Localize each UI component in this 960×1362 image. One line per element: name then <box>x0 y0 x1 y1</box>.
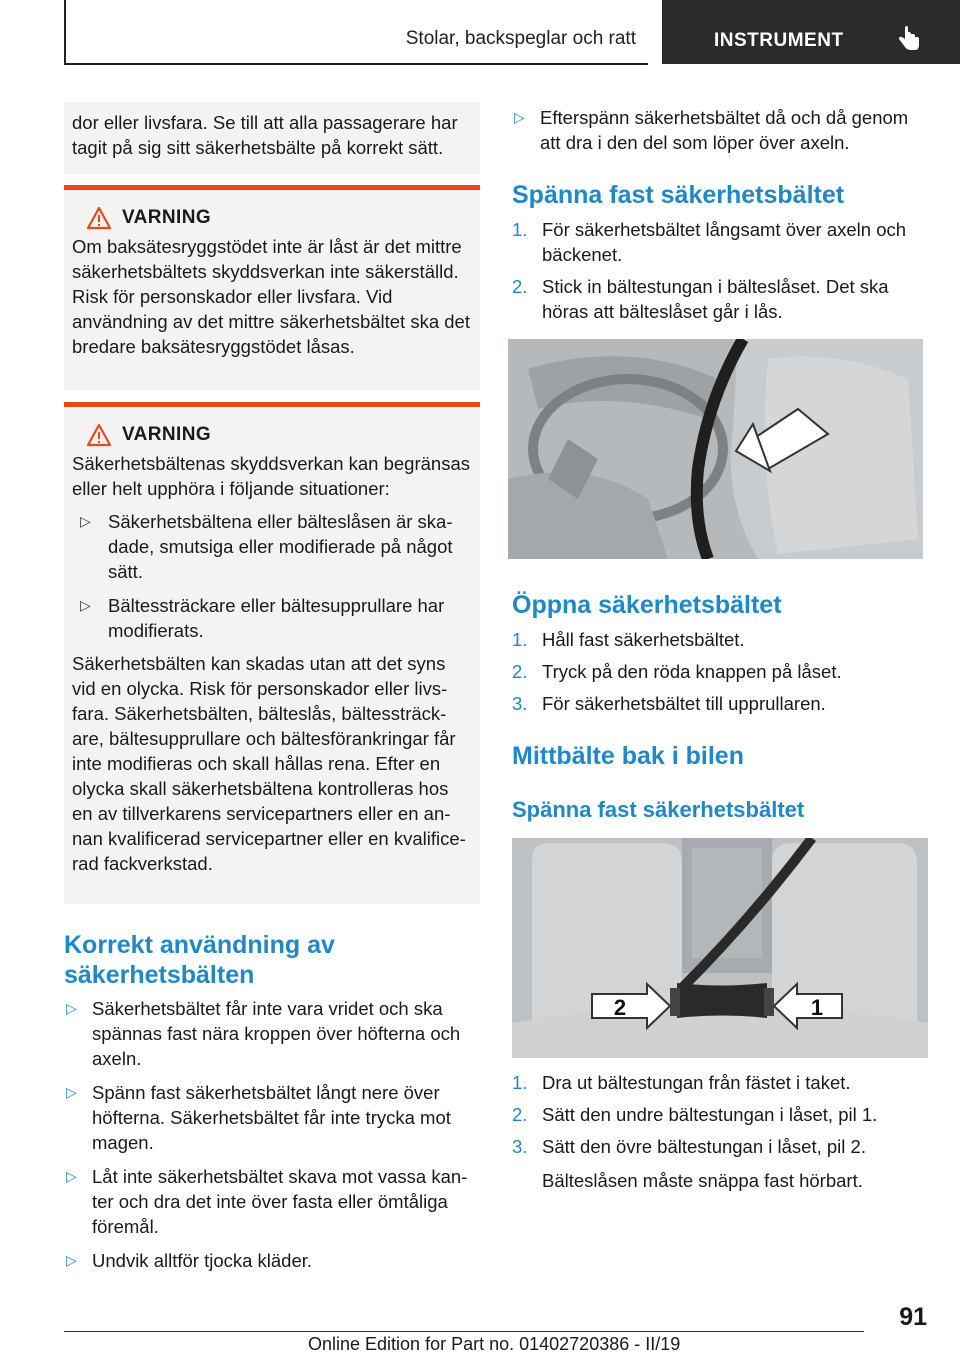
warning-text: Säkerhetsbälten kan skadas utan att det syns vid en olycka. Risk för personskador eller livsfara. Säkerhetsbälten, bälteslås, bältessträckare, bältesupprullare och bältesförankringar får inte modifieras och skall hållas rena. Efter en olycka skall säkerhetsbältena kontrolleras hos en av tillverkarens servicepartners eller en annan kvalificerad servicepartner eller en kvalificerad fackverkstad. <box>72 653 466 874</box>
section-title: Stolar, backspeglar och ratt <box>405 28 636 49</box>
intro-box <box>64 102 480 174</box>
step-item <box>512 217 928 267</box>
step-text: Tryck på den röda knappen på låset. <box>542 661 842 682</box>
list-item <box>64 996 480 1071</box>
step-text: Dra ut bältestungan från fästet i taket. <box>542 1072 851 1093</box>
step-number: 3. <box>512 693 528 714</box>
rear-belt-figure <box>512 838 928 1058</box>
fasten-steps <box>512 217 928 324</box>
section-heading: Korrekt användning av säkerhetsbälten <box>64 931 335 989</box>
bullet-triangle-icon: ▷ <box>80 597 91 613</box>
step-number: 1. <box>512 1072 528 1093</box>
bullet-triangle-icon: ▷ <box>66 1000 77 1016</box>
step-number: 3. <box>512 1136 528 1157</box>
step-item <box>512 1070 928 1095</box>
header-rule-vertical <box>64 0 66 64</box>
step-number: 1. <box>512 629 528 650</box>
list-item <box>72 509 472 584</box>
section-heading: Mittbälte bak i bilen <box>512 742 744 770</box>
seatbelt-illustration <box>508 339 923 559</box>
list-item <box>64 1080 480 1155</box>
step-item <box>512 691 928 716</box>
warning-text: Om baksätesryggstödet inte är låst är det mittre säkerhetsbältets skyddsverkan inte säkerställd. Risk för personskador eller livsfara. Vid användning av det mittre säkerhetsbältet ska det bredare baksätesryggstödet låsas. <box>72 236 470 357</box>
warning-title-text: VARNING <box>122 207 212 228</box>
bullet-triangle-icon: ▷ <box>66 1084 77 1100</box>
step-item <box>512 627 928 652</box>
open-steps <box>512 627 928 716</box>
page-number: 91 <box>899 1303 927 1331</box>
chapter-label: INSTRUMENT <box>714 30 844 51</box>
section-heading: Öppna säkerhetsbältet <box>512 591 782 619</box>
arrow-label-2: 2 <box>613 995 627 1020</box>
seatbelt-figure <box>508 339 923 559</box>
warning-title <box>86 423 472 447</box>
step-number: 2. <box>512 1104 528 1125</box>
list-item-text: Spänn fast säkerhetsbältet långt nere över höfterna. Säkerhetsbältet får inte trycka mot magen. <box>92 1082 451 1153</box>
list-item <box>64 1164 480 1239</box>
step-text: Stick in bältestungan i bälteslåset. Det ska höras att bälteslåset går i lås. <box>542 276 889 322</box>
list-item <box>72 593 472 643</box>
middle-belt-steps <box>512 1070 928 1159</box>
bullet-triangle-icon: ▷ <box>66 1252 77 1268</box>
step-item <box>512 659 928 684</box>
list-item <box>64 1248 480 1273</box>
top-bullet-list <box>512 105 928 155</box>
section-heading: Spänna fast säkerhetsbältet <box>512 181 845 209</box>
list-item-text: Låt inte säkerhetsbältet skava mot vassa kanter och dra det inte över fasta eller ömtåliga föremål. <box>92 1166 468 1237</box>
warning-intro: Säkerhetsbältenas skyddsverkan kan begränsas eller helt upphöra i följande situationer: <box>72 453 470 499</box>
rear-belt-illustration <box>512 838 928 1058</box>
list-item-text: Bältessträckare eller bältesupprullare har modifierats. <box>108 595 445 641</box>
step-text: För säkerhetsbältet långsamt över axeln och bäckenet. <box>542 219 907 265</box>
warning-triangle-icon <box>86 206 112 230</box>
list-item <box>512 105 928 155</box>
step-text: För säkerhetsbältet till upprullaren. <box>542 693 826 714</box>
list-item-text: Efterspänn säkerhetsbältet då och då genom att dra i den del som löper över axeln. <box>540 107 909 153</box>
step-item <box>512 274 928 324</box>
footer-rule <box>64 1331 864 1332</box>
step-item <box>512 1102 928 1127</box>
step-number: 1. <box>512 219 528 240</box>
warning-title <box>86 206 472 230</box>
step-text: Sätt den undre bältestungan i låset, pil 1. <box>542 1104 878 1125</box>
chapter-tab[interactable] <box>662 0 960 64</box>
step-text: Håll fast säkerhetsbältet. <box>542 629 745 650</box>
warning-box-1 <box>64 185 480 390</box>
step-number: 2. <box>512 661 528 682</box>
step-number: 2. <box>512 276 528 297</box>
bullet-triangle-icon: ▷ <box>514 109 525 125</box>
pointing-hand-icon <box>896 26 922 52</box>
warning-title-text: VARNING <box>122 424 212 445</box>
intro-text: dor eller livsfara. Se till att alla passagerare har tagit på sig sitt säkerhetsbälte på korrekt sätt. <box>72 112 458 158</box>
header-rule-bottom <box>64 63 648 65</box>
bullet-triangle-icon: ▷ <box>66 1168 77 1184</box>
bullet-triangle-icon: ▷ <box>80 513 91 529</box>
list-item-text: Säkerhetsbältena eller bälteslåsen är skadade, smutsiga eller modifierade på något sätt. <box>108 511 453 582</box>
list-item-text: Undvik alltför tjocka kläder. <box>92 1250 313 1271</box>
arrow-label-1: 1 <box>810 995 824 1020</box>
list-item-text: Säkerhetsbältet får inte vara vridet och ska spännas fast nära kroppen över höfterna och axeln. <box>92 998 461 1069</box>
subsection-heading: Spänna fast säkerhetsbältet <box>512 797 805 822</box>
usage-list <box>64 996 480 1273</box>
edition-text: Online Edition for Part no. 01402720386 - II/19 <box>308 1334 681 1354</box>
warning-triangle-icon <box>86 423 112 447</box>
step-note: Bälteslåsen måste snäppa fast hörbart. <box>542 1170 863 1191</box>
warning-box-2 <box>64 402 480 904</box>
step-text: Sätt den övre bältestungan i låset, pil 2. <box>542 1136 866 1157</box>
step-item <box>512 1134 928 1159</box>
warning-list <box>72 509 472 643</box>
